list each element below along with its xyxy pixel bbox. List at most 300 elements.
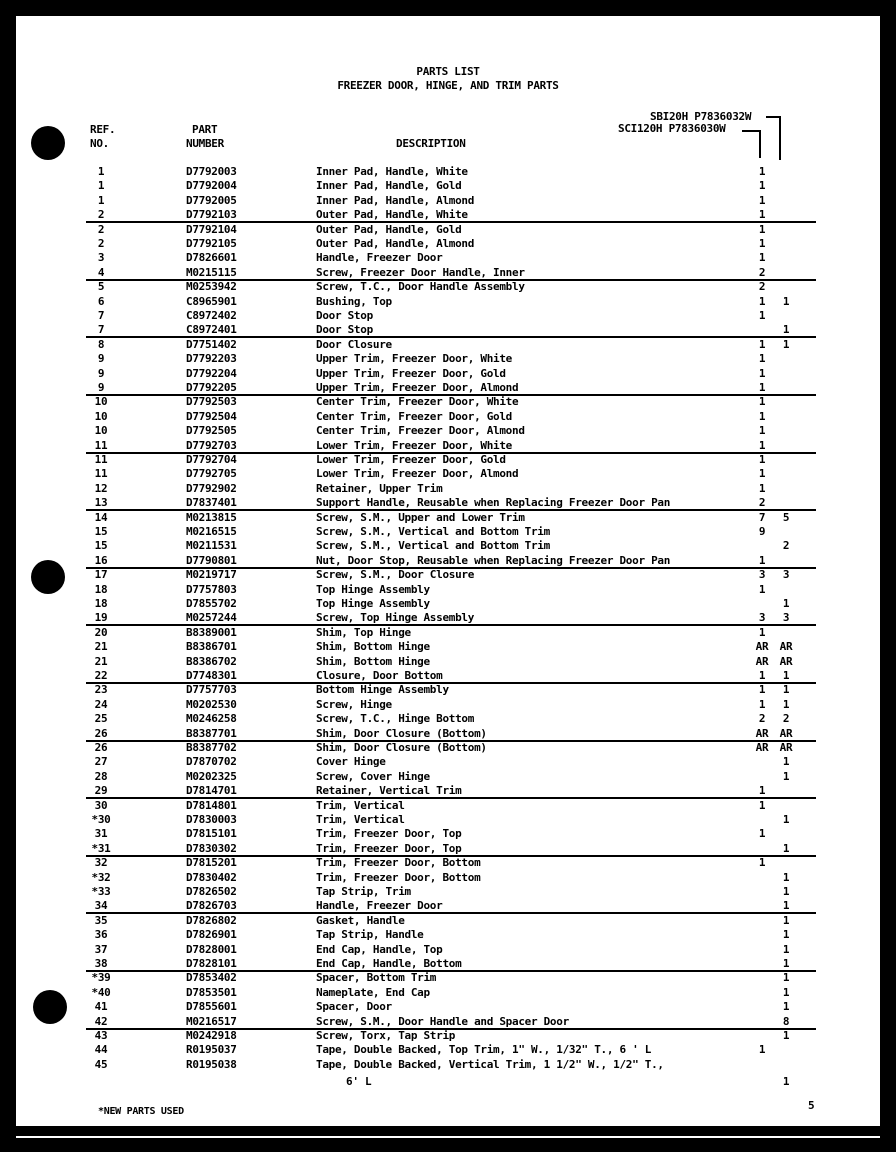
ref-cell: 17 [94,568,108,581]
table-row [0,309,896,323]
part-number-cell: D7792205 [186,381,237,394]
table-row [0,928,896,942]
part-number-cell: D7751402 [186,338,237,351]
ref-cell: 34 [94,899,108,912]
model-bracket-2-h [742,130,760,132]
part-number-cell: D7855702 [186,597,237,610]
description-cell: Cover Hinge [316,755,386,768]
ref-cell: 2 [97,223,105,236]
qty-sci-cell: 1 [782,1000,790,1013]
qty-sbi-cell: 1 [758,439,766,452]
qty-sbi-cell: 9 [758,525,766,538]
description-cell: Screw, Cover Hinge [316,770,430,783]
part-number-cell: M0216515 [186,525,237,538]
part-number-cell: D7830003 [186,813,237,826]
table-row [0,698,896,712]
header-description: DESCRIPTION [396,137,466,150]
qty-sbi-cell: 1 [758,395,766,408]
ref-cell: *30 [91,813,111,826]
description-cell: Top Hinge Assembly [316,597,430,610]
description-cell: Screw, Top Hinge Assembly [316,611,475,624]
qty-sbi-cell: 1 [758,309,766,322]
description-cell: Support Handle, Reusable when Replacing Freezer Door Pan [316,496,671,509]
description-cell: Center Trim, Freezer Door, White [316,395,519,408]
description-cell: Retainer, Vertical Trim [316,784,462,797]
qty-sci-cell: 1 [782,683,790,696]
qty-sbi-cell: 2 [758,280,766,293]
table-row [0,496,896,510]
description-cell: End Cap, Handle, Bottom [316,957,462,970]
qty-sci-cell: AR [779,655,793,668]
table-row [0,1029,896,1043]
part-number-cell: D7792902 [186,482,237,495]
qty-sbi-cell: 1 [758,179,766,192]
part-number-cell: M0202530 [186,698,237,711]
ref-cell: 23 [94,683,108,696]
table-row [0,165,896,179]
description-cell: Trim, Freezer Door, Top [316,842,462,855]
table-row [0,799,896,813]
ref-cell: 1 [97,179,105,192]
header-part-1: PART [192,123,218,136]
qty-sci-cell: 1 [782,338,790,351]
part-number-cell: D7792705 [186,467,237,480]
ref-cell: 21 [94,655,108,668]
description-cell: Screw, Freezer Door Handle, Inner [316,266,525,279]
description-cell: Inner Pad, Handle, Gold [316,179,462,192]
table-row [0,482,896,496]
table-row [0,525,896,539]
description-cell: Bushing, Top [316,295,392,308]
part-number-cell: D7792003 [186,165,237,178]
table-row [0,957,896,971]
part-number-cell: D7826502 [186,885,237,898]
punch-hole-top [31,126,65,160]
part-number-cell: M0211531 [186,539,237,552]
description-cell: Lower Trim, Freezer Door, Gold [316,453,506,466]
part-number-cell: D7815101 [186,827,237,840]
qty-sci-cell: 2 [782,712,790,725]
ref-cell: 44 [94,1043,108,1056]
qty-sci-cell: AR [779,741,793,754]
qty-sbi-cell: 7 [758,511,766,524]
ref-cell: 41 [94,1000,108,1013]
part-number-cell: B8389001 [186,626,237,639]
description-cell: Door Stop [316,323,373,336]
qty-sci-cell: 1 [782,871,790,884]
model-bracket-1-v [779,116,781,160]
description-cell: Inner Pad, Handle, White [316,165,468,178]
ref-cell: 27 [94,755,108,768]
qty-sbi-cell: 1 [758,223,766,236]
part-number-cell: D7792105 [186,237,237,250]
part-number-cell: R0195037 [186,1043,237,1056]
table-row [0,295,896,309]
qty-sci-cell: 3 [782,611,790,624]
qty-sbi-cell: 2 [758,496,766,509]
ref-cell: 11 [94,439,108,452]
ref-cell: 9 [97,381,105,394]
table-row [0,712,896,726]
ref-cell: *32 [91,871,111,884]
table-row [0,899,896,913]
qty-sbi-cell: 1 [758,338,766,351]
ref-cell: 6 [97,295,105,308]
description-cell: Lower Trim, Freezer Door, White [316,439,512,452]
qty-sci-cell: AR [779,640,793,653]
part-number-cell: M0213815 [186,511,237,524]
table-row [0,251,896,265]
description-cell: Center Trim, Freezer Door, Gold [316,410,512,423]
qty-sci-cell: 1 [782,770,790,783]
ref-cell: 30 [94,799,108,812]
ref-cell: *40 [91,986,111,999]
description-cell: Tape, Double Backed, Vertical Trim, 1 1/2" W., 1/2" T., [316,1058,664,1071]
ref-cell: 18 [94,583,108,596]
part-number-cell: D7792703 [186,439,237,452]
page-title: PARTS LIST [416,65,480,78]
table-row [0,626,896,640]
qty-sbi-cell: 3 [758,568,766,581]
part-number-cell: D7815201 [186,856,237,869]
part-number-cell: D7757803 [186,583,237,596]
ref-cell: 11 [94,453,108,466]
qty-sbi-cell: 1 [758,467,766,480]
ref-cell: 19 [94,611,108,624]
table-row [0,1043,896,1057]
header-part-2: NUMBER [186,137,224,150]
table-row [0,367,896,381]
part-number-cell: M0246258 [186,712,237,725]
header-ref-2: NO. [90,137,109,150]
part-number-cell: C8972401 [186,323,237,336]
qty-sci-cell: 1 [782,986,790,999]
part-number-cell: R0195038 [186,1058,237,1071]
description-cell: Trim, Vertical [316,799,405,812]
ref-cell: *39 [91,971,111,984]
description-cell: Bottom Hinge Assembly [316,683,449,696]
qty-sbi-cell: 1 [758,669,766,682]
qty-sci-cell: 5 [782,511,790,524]
table-row [0,439,896,453]
qty-sci-cell: 1 [782,698,790,711]
qty-sbi-cell: 1 [758,683,766,696]
part-number-cell: M0242918 [186,1029,237,1042]
ref-cell: 15 [94,539,108,552]
part-number-cell: D7792203 [186,352,237,365]
qty-sci-cell: 1 [782,957,790,970]
ref-cell: 32 [94,856,108,869]
ref-cell: 11 [94,467,108,480]
table-row [0,784,896,798]
description-cell: Top Hinge Assembly [316,583,430,596]
model-bracket-1-h [766,116,780,118]
qty-sci-cell: 1 [782,971,790,984]
description-cell: Shim, Bottom Hinge [316,655,430,668]
ref-cell: 7 [97,309,105,322]
table-row [0,223,896,237]
table-row [0,842,896,856]
part-number-cell: D7792704 [186,453,237,466]
table-row [0,755,896,769]
qty-sci-cell: 1 [782,899,790,912]
table-row [0,338,896,352]
description-cell: Screw, Hinge [316,698,392,711]
ref-cell: 24 [94,698,108,711]
ref-cell: 29 [94,784,108,797]
qty-sci-cell: 1 [782,669,790,682]
description-cell: Screw, S.M., Door Closure [316,568,475,581]
qty-sbi-cell: 1 [758,784,766,797]
qty-sbi-cell: 1 [758,583,766,596]
part-number-cell: C8965901 [186,295,237,308]
table-row [0,856,896,870]
part-number-cell: D7792503 [186,395,237,408]
description-cell: Nameplate, End Cap [316,986,430,999]
table-row [0,885,896,899]
description-cell: Shim, Bottom Hinge [316,640,430,653]
table-row [0,208,896,222]
part-number-cell: M0202325 [186,770,237,783]
part-number-cell: D7830402 [186,871,237,884]
ref-cell: 36 [94,928,108,941]
table-row [0,194,896,208]
description-cell: Screw, T.C., Door Handle Assembly [316,280,525,293]
table-row [0,381,896,395]
qty-sbi-cell: 1 [758,251,766,264]
description-cell: Shim, Door Closure (Bottom) [316,741,487,754]
part-number-cell: D7830302 [186,842,237,855]
table-row [0,453,896,467]
table-row [0,655,896,669]
qty-sbi-cell: 1 [758,626,766,639]
ref-cell: 25 [94,712,108,725]
description-cell: Shim, Top Hinge [316,626,411,639]
qty-sci-cell: 1 [782,1029,790,1042]
description-cell: Screw, S.M., Vertical and Bottom Trim [316,525,550,538]
description-cell: Screw, S.M., Vertical and Bottom Trim [316,539,550,552]
part-number-cell: D7757703 [186,683,237,696]
table-row [0,813,896,827]
table-row [0,424,896,438]
description-cell: Door Stop [316,309,373,322]
table-row [0,611,896,625]
qty-sbi-cell: 3 [758,611,766,624]
ref-cell: 2 [97,237,105,250]
ref-cell: 1 [97,194,105,207]
part-number-cell: M0253942 [186,280,237,293]
part-number-cell: M0215115 [186,266,237,279]
table-row [0,597,896,611]
ref-cell: 2 [97,208,105,221]
part-number-cell: D7792505 [186,424,237,437]
ref-cell: 26 [94,741,108,754]
description-cell: Tape, Double Backed, Top Trim, 1" W., 1/32" T., 6 ' L [316,1043,652,1056]
description-cell: Tap Strip, Trim [316,885,411,898]
ref-cell: 10 [94,410,108,423]
table-row [0,971,896,985]
qty-sci-cell: 1 [782,597,790,610]
description-cell: Handle, Freezer Door [316,251,443,264]
ref-cell: 4 [97,266,105,279]
qty-sci-cell: 1 [782,914,790,927]
model-label-1: SBI20H P7836032W [650,110,752,123]
table-row [0,669,896,683]
table-row [0,727,896,741]
part-number-cell: D7826601 [186,251,237,264]
part-number-cell: D7792103 [186,208,237,221]
table-row [0,1058,896,1072]
row45-qty2: 1 [782,1075,790,1088]
header-ref-1: REF. [90,123,116,136]
qty-sbi-cell: 1 [758,295,766,308]
part-number-cell: D7790801 [186,554,237,567]
part-number-cell: D7814801 [186,799,237,812]
qty-sbi-cell: 1 [758,194,766,207]
ref-cell: 10 [94,395,108,408]
description-cell: Tap Strip, Handle [316,928,424,941]
qty-sbi-cell: 1 [758,856,766,869]
qty-sci-cell: 1 [782,885,790,898]
page-number: 5 [808,1099,815,1112]
ref-cell: 9 [97,352,105,365]
part-number-cell: D7826901 [186,928,237,941]
model-bracket-2-v [759,130,761,158]
description-cell: Screw, Torx, Tap Strip [316,1029,456,1042]
description-cell: Screw, T.C., Hinge Bottom [316,712,475,725]
table-row [0,827,896,841]
ref-cell: 45 [94,1058,108,1071]
qty-sbi-cell: 1 [758,482,766,495]
qty-sci-cell: 1 [782,943,790,956]
description-cell: Upper Trim, Freezer Door, Gold [316,367,506,380]
ref-cell: 43 [94,1029,108,1042]
part-number-cell: D7828001 [186,943,237,956]
qty-sbi-cell: AR [755,741,769,754]
description-cell: Outer Pad, Handle, White [316,208,468,221]
part-number-cell: D7826703 [186,899,237,912]
qty-sbi-cell: 1 [758,424,766,437]
table-row [0,179,896,193]
description-cell: Handle, Freezer Door [316,899,443,912]
description-cell: Screw, S.M., Door Handle and Spacer Door [316,1015,569,1028]
ref-cell: 3 [97,251,105,264]
description-cell: Door Closure [316,338,392,351]
part-number-cell: D7792204 [186,367,237,380]
ref-cell: 7 [97,323,105,336]
part-number-cell: D7828101 [186,957,237,970]
part-number-cell: C8972402 [186,309,237,322]
table-row [0,1000,896,1014]
table-row [0,871,896,885]
model-label-2: SCI120H P7836030W [618,122,726,135]
description-cell: Lower Trim, Freezer Door, Almond [316,467,519,480]
part-number-cell: D7814701 [186,784,237,797]
page-subtitle: FREEZER DOOR, HINGE, AND TRIM PARTS [337,79,559,92]
ref-cell: 37 [94,943,108,956]
qty-sbi-cell: 1 [758,799,766,812]
qty-sbi-cell: 1 [758,381,766,394]
scan-bottom-edge [16,1126,880,1136]
part-number-cell: D7748301 [186,669,237,682]
ref-cell: 14 [94,511,108,524]
part-number-cell: M0216517 [186,1015,237,1028]
qty-sci-cell: 1 [782,755,790,768]
table-row [0,583,896,597]
qty-sbi-cell: 1 [758,367,766,380]
qty-sci-cell: 1 [782,295,790,308]
table-row [0,741,896,755]
table-row [0,323,896,337]
part-number-cell: M0257244 [186,611,237,624]
table-row [0,943,896,957]
qty-sbi-cell: 1 [758,698,766,711]
qty-sbi-cell: 2 [758,266,766,279]
part-number-cell: D7855601 [186,1000,237,1013]
ref-cell: 35 [94,914,108,927]
ref-cell: 21 [94,640,108,653]
ref-cell: 38 [94,957,108,970]
qty-sci-cell: AR [779,727,793,740]
table-row [0,1015,896,1029]
qty-sbi-cell: 1 [758,237,766,250]
qty-sbi-cell: 1 [758,208,766,221]
description-cell: Shim, Door Closure (Bottom) [316,727,487,740]
ref-cell: 8 [97,338,105,351]
description-cell: Spacer, Door [316,1000,392,1013]
part-number-cell: M0219717 [186,568,237,581]
table-row [0,640,896,654]
qty-sci-cell: 8 [782,1015,790,1028]
description-cell: Trim, Vertical [316,813,405,826]
description-cell: Outer Pad, Handle, Gold [316,223,462,236]
table-row [0,237,896,251]
table-row [0,683,896,697]
description-cell: Inner Pad, Handle, Almond [316,194,475,207]
qty-sbi-cell: 1 [758,554,766,567]
part-number-cell: D7853501 [186,986,237,999]
ref-cell: 9 [97,367,105,380]
part-number-cell: D7792504 [186,410,237,423]
qty-sbi-cell: 1 [758,827,766,840]
ref-cell: *33 [91,885,111,898]
ref-cell: 15 [94,525,108,538]
part-number-cell: D7853402 [186,971,237,984]
description-cell: Center Trim, Freezer Door, Almond [316,424,525,437]
table-row [0,395,896,409]
footnote: *NEW PARTS USED [98,1106,184,1117]
qty-sbi-cell: 2 [758,712,766,725]
row45-desc-cont: 6' L [346,1075,372,1088]
table-row [0,266,896,280]
ref-cell: *31 [91,842,111,855]
description-cell: Trim, Freezer Door, Top [316,827,462,840]
description-cell: Trim, Freezer Door, Bottom [316,856,481,869]
ref-cell: 26 [94,727,108,740]
part-number-cell: D7870702 [186,755,237,768]
table-row [0,986,896,1000]
qty-sbi-cell: AR [755,727,769,740]
table-row [0,280,896,294]
description-cell: Nut, Door Stop, Reusable when Replacing Freezer Door Pan [316,554,671,567]
table-row [0,352,896,366]
description-cell: Spacer, Bottom Trim [316,971,437,984]
description-cell: Screw, S.M., Upper and Lower Trim [316,511,525,524]
qty-sbi-cell: 1 [758,352,766,365]
description-cell: Gasket, Handle [316,914,405,927]
qty-sci-cell: 3 [782,568,790,581]
part-number-cell: D7792005 [186,194,237,207]
